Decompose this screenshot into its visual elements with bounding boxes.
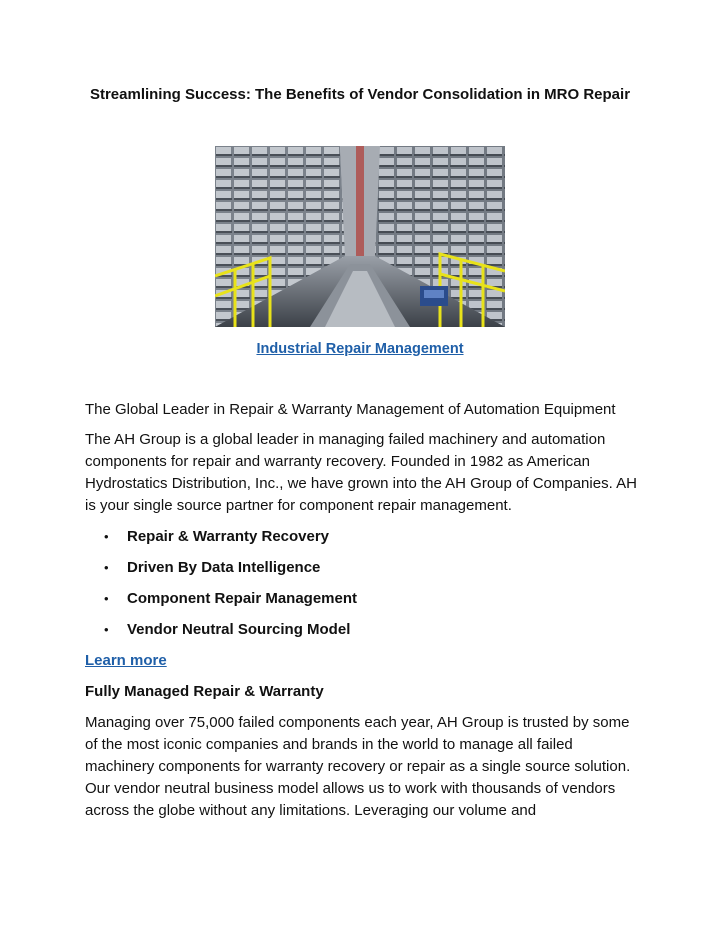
section-paragraph: Managing over 75,000 failed components each year, AH Group is trusted by some of the most iconic companies and brands in the world to manage all failed machinery components for warranty recovery or repair as a single source solution. Our vendor neutral business model allows us to work with thousands of vendors across the globe without any limitations. Leveraging our volume and — [85, 714, 631, 819]
learn-more-row — [85, 650, 645, 672]
list-item — [102, 619, 645, 650]
bullet-icon: • — [104, 622, 109, 637]
bullet-icon: • — [104, 591, 109, 606]
document-body — [85, 399, 645, 822]
caption — [0, 340, 720, 358]
list-item — [102, 526, 645, 557]
feature-label: Driven By Data Intelligence — [127, 559, 321, 576]
industrial-repair-management-link[interactable]: Industrial Repair Management — [256, 341, 464, 357]
document-title: Streamlining Success: The Benefits of Vendor Consolidation in MRO Repair — [89, 86, 631, 103]
feature-label: Component Repair Management — [127, 590, 358, 607]
about-paragraph: The AH Group is a global leader in managing failed machinery and automation components for repair and warranty recovery. Founded in 1982 as American Hydrostatics Distribution, Inc., we have grown into the AH Group of Companies. AH is your single source partner for component repair management. — [85, 431, 637, 514]
feature-label: Repair & Warranty Recovery — [127, 528, 330, 545]
feature-label: Vendor Neutral Sourcing Model — [127, 621, 351, 638]
list-item — [102, 588, 645, 619]
list-item — [102, 557, 645, 588]
bullet-icon: • — [104, 560, 109, 575]
section-heading: Fully Managed Repair & Warranty — [85, 683, 324, 700]
warehouse-illustration — [215, 146, 505, 327]
bullet-icon: • — [104, 529, 109, 544]
feature-list — [102, 526, 645, 650]
hero-image — [215, 146, 505, 327]
learn-more-link[interactable]: Learn more — [85, 652, 167, 669]
intro-heading: The Global Leader in Repair & Warranty Management of Automation Equipment — [85, 401, 616, 418]
